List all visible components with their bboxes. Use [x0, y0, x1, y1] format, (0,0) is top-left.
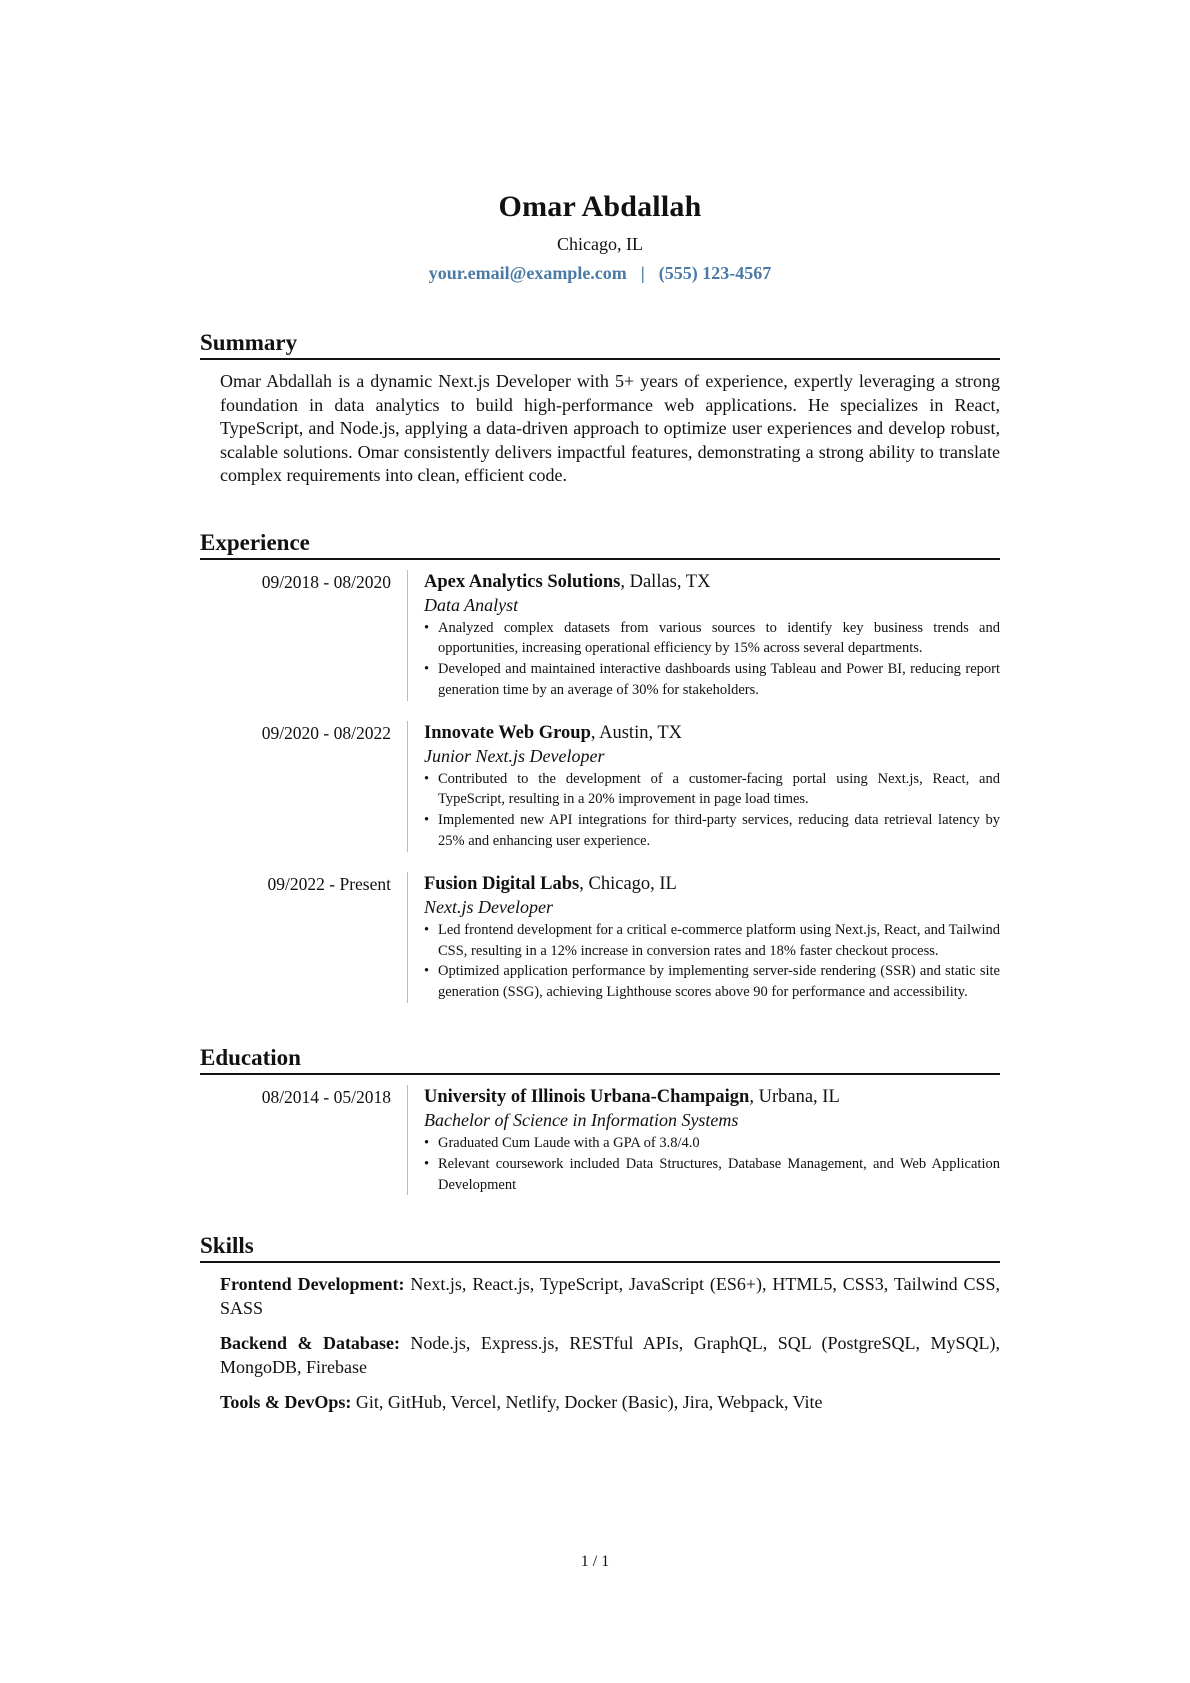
- entry-role: Data Analyst: [424, 594, 519, 615]
- entry-organization: University of Illinois Urbana-Champaign: [424, 1087, 750, 1108]
- contact-separator: |: [640, 263, 645, 283]
- experience-entry: [200, 570, 1000, 701]
- entry-body: [407, 721, 1000, 852]
- entry-organization: Fusion Digital Labs: [424, 873, 580, 894]
- summary-text: Omar Abdallah is a dynamic Next.js Developer with 5+ years of experience, expertly leveraging a strong foundation in data analytics to build high-performance web applications. He specializes in React, TypeScript, and Node.js, applying a data-driven approach to optimize user experiences and develop robust, scalable solutions. Omar consistently delivers impactful features, demonstrating a strong ability to translate complex requirements into clean, efficient code.: [220, 371, 1000, 485]
- entry-location: , Urbana, IL: [749, 1087, 840, 1108]
- entry-organization: Innovate Web Group: [424, 722, 591, 743]
- resume-header: [200, 190, 1000, 284]
- entry-dates: 09/2020 - 08/2022: [261, 722, 391, 743]
- entry-role: Next.js Developer: [424, 896, 553, 917]
- skill-values: Node.js, Express.js, RESTful APIs, GraphQL, SQL (PostgreSQL, MySQL), MongoDB, Firebase: [220, 1333, 1000, 1377]
- education-entry: [200, 1085, 1000, 1195]
- section-title-skills: Skills: [200, 1233, 1000, 1263]
- entry-body: [407, 570, 1000, 701]
- bullet-item: • Implemented new API integrations for third-party services, reducing data retrieval latency by 25% and enhancing user experience.: [424, 810, 1000, 852]
- skill-label: Frontend Development:: [220, 1274, 405, 1295]
- phone-link[interactable]: (555) 123-4567: [658, 263, 772, 283]
- entry-degree: Bachelor of Science in Information Systems: [424, 1110, 739, 1131]
- section-title-education: Education: [200, 1045, 1000, 1075]
- bullet-item: • Graduated Cum Laude with a GPA of 3.8/4.0: [424, 1133, 1000, 1154]
- entry-dates: 08/2014 - 05/2018: [261, 1087, 391, 1108]
- entry-location: , Austin, TX: [590, 722, 683, 743]
- contact-line: [200, 263, 1000, 284]
- bullet-item: • Relevant coursework included Data Structures, Database Management, and Web Application Development: [424, 1154, 1000, 1196]
- experience-entry: [200, 721, 1000, 852]
- entry-body: [407, 1085, 1000, 1195]
- bullet-item: • Contributed to the development of a customer-facing portal using Next.js, React, and TypeScript, resulting in a 20% improvement in page load times.: [424, 769, 1000, 811]
- entry-bullets: [424, 618, 1000, 701]
- skills-section: [200, 1233, 1000, 1415]
- page-number: 1 / 1: [580, 1553, 610, 1570]
- bullet-item: • Developed and maintained interactive dashboards using Tableau and Power BI, reducing report generation time by an average of 30% for stakeholders.: [424, 659, 1000, 701]
- entry-org-line: [424, 872, 1000, 896]
- skill-values: Next.js, React.js, TypeScript, JavaScript (ES6+), HTML5, CSS3, Tailwind CSS, SASS: [220, 1274, 1001, 1318]
- skill-label: Tools & DevOps:: [220, 1392, 352, 1413]
- skill-group: [220, 1391, 1000, 1415]
- skill-values: Git, GitHub, Vercel, Netlify, Docker (Basic), Jira, Webpack, Vite: [351, 1392, 823, 1413]
- entry-location: , Chicago, IL: [579, 873, 677, 894]
- entry-dates: 09/2022 - Present: [267, 873, 391, 894]
- skills-list: [220, 1273, 1000, 1415]
- section-title-summary: Summary: [200, 330, 1000, 360]
- experience-section: [200, 530, 1000, 1004]
- skill-group: [220, 1273, 1000, 1320]
- entry-dates: 09/2018 - 08/2020: [261, 571, 391, 592]
- summary-section: [200, 330, 1000, 488]
- bullet-item: • Optimized application performance by implementing server-side rendering (SSR) and static site generation (SSG), achieving Lighthouse scores above 90 for performance and accessibility.: [424, 961, 1000, 1003]
- entry-org-line: [424, 570, 1000, 594]
- bullet-item: • Analyzed complex datasets from various sources to identify key business trends and opportunities, increasing operational efficiency by 15% across several departments.: [424, 618, 1000, 660]
- candidate-name: Omar Abdallah: [498, 190, 702, 223]
- entry-role: Junior Next.js Developer: [424, 745, 605, 766]
- experience-entry: [200, 872, 1000, 1003]
- candidate-location: Chicago, IL: [557, 234, 643, 254]
- email-link[interactable]: your.email@example.com: [428, 263, 627, 283]
- entry-organization: Apex Analytics Solutions: [424, 571, 621, 592]
- entry-bullets: [424, 920, 1000, 1003]
- entry-org-line: [424, 721, 1000, 745]
- skill-label: Backend & Database:: [220, 1333, 400, 1354]
- entry-org-line: [424, 1085, 1000, 1109]
- entry-location: , Dallas, TX: [620, 571, 711, 592]
- education-section: [200, 1045, 1000, 1195]
- section-title-experience: Experience: [200, 530, 1000, 560]
- bullet-item: • Led frontend development for a critical e-commerce platform using Next.js, React, and Tailwind CSS, resulting in a 12% increase in conversion rates and 18% faster checkout process.: [424, 920, 1000, 962]
- resume-page: [200, 0, 1000, 1427]
- entry-body: [407, 872, 1000, 1003]
- skill-group: [220, 1332, 1000, 1379]
- entry-bullets: [424, 769, 1000, 852]
- entry-bullets: [424, 1133, 1000, 1195]
